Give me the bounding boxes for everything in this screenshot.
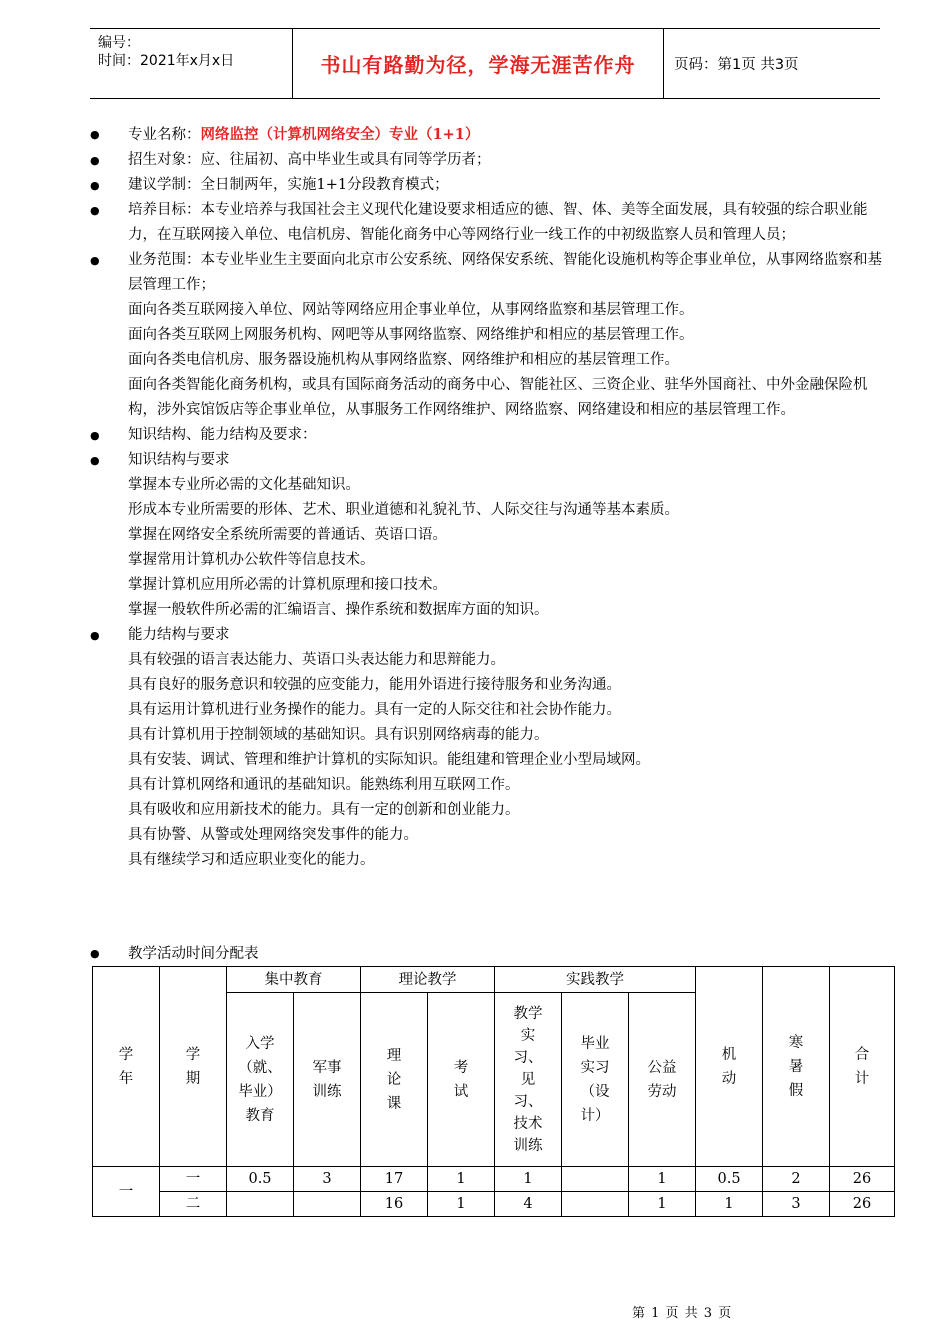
col-year-header: 学年: [93, 967, 160, 1167]
cell-military: 3: [294, 1167, 361, 1192]
cell-military: [294, 1192, 361, 1217]
table-title: ● 教学活动时间分配表: [90, 942, 259, 966]
page-header: [90, 28, 880, 99]
major-name: 网络监控（计算机网络安全）专业（1+1）: [200, 126, 480, 143]
cell-exam: 1: [428, 1167, 495, 1192]
table-row: [93, 1167, 895, 1192]
cell-intern: 4: [495, 1192, 562, 1217]
scope-item: ● 业务范围：本专业毕业生主要面向北京市公安系统、网络保安系统、智能化设施机构等企事业单位，从事网络监察和基层管理工作；: [90, 248, 882, 298]
knowledge-line: 掌握常用计算机办公软件等信息技术。: [128, 552, 375, 568]
col-entry-header: 入学（就、毕业）教育: [227, 993, 294, 1167]
group-theory-header: 理论教学: [361, 967, 495, 993]
col-flex-header: 机动: [696, 967, 763, 1167]
col-internship-header: 教学实习、见习、技术训练: [495, 993, 562, 1167]
col-total-header: 合计: [830, 967, 895, 1167]
scope-line: 面向各类智能化商务机构，或具有国际商务活动的商务中心、智能社区、三资企业、驻华外国商社、中外金融保险机构，涉外宾馆饭店等企事业单位，从事服务工作网络维护、网络监察、网络建设和相应的基层管理工作。: [128, 377, 868, 418]
document-body: [90, 122, 882, 873]
ability-line: 具有良好的服务意识和较强的应变能力，能用外语进行接待服务和业务沟通。: [128, 677, 621, 693]
col-exam-header: 考试: [428, 993, 495, 1167]
col-vacation-header: 寒暑假: [763, 967, 830, 1167]
cell-entry: [227, 1192, 294, 1217]
cell-theory: 16: [361, 1192, 428, 1217]
knowledge-line: 掌握一般软件所必需的汇编语言、操作系统和数据库方面的知识。: [128, 602, 549, 618]
cell-flex: 1: [696, 1192, 763, 1217]
knowledge-line: 形成本专业所需要的形体、艺术、职业道德和礼貌礼节、人际交往与沟通等基本素质。: [128, 502, 679, 518]
col-term-header: 学期: [160, 967, 227, 1167]
knowledge-line: 掌握计算机应用所必需的计算机原理和接口技术。: [128, 577, 447, 593]
cell-total: 26: [830, 1167, 895, 1192]
cell-grad: [562, 1167, 629, 1192]
enroll-item: ● 招生对象：应、往届初、高中毕业生或具有同等学历者；: [90, 148, 882, 173]
knowledge-line: 掌握在网络安全系统所需要的普通话、英语口语。: [128, 527, 447, 543]
ability-line: 具有协警、从警或处理网络突发事件的能力。: [128, 827, 418, 843]
cell-public: 1: [629, 1167, 696, 1192]
group-practice-header: 实践教学: [495, 967, 696, 993]
cell-grad: [562, 1192, 629, 1217]
scope-line: 面向各类互联网上网服务机构、网吧等从事网络监察、网络维护和相应的基层管理工作。: [128, 327, 694, 343]
cell-total: 26: [830, 1192, 895, 1217]
cell-flex: 0.5: [696, 1167, 763, 1192]
ability-line: 具有安装、调试、管理和维护计算机的实际知识。能组建和管理企业小型局域网。: [128, 752, 650, 768]
cell-term: 二: [160, 1192, 227, 1217]
doc-number-label: 编号：: [98, 35, 140, 51]
col-military-header: 军事训练: [294, 993, 361, 1167]
page-footer: 第 1 页 共 3 页: [632, 1306, 733, 1321]
cell-exam: 1: [428, 1192, 495, 1217]
ability-line: 具有继续学习和适应职业变化的能力。: [128, 852, 375, 868]
knowledge-title: ● 知识结构与要求: [90, 448, 882, 473]
scope-line: 面向各类互联网接入单位、网站等网络应用企事业单位，从事网络监察和基层管理工作。: [128, 302, 694, 318]
ability-line: 具有计算机用于控制领域的基础知识。具有识别网络病毒的能力。: [128, 727, 549, 743]
goal-item: ● 培养目标：本专业培养与我国社会主义现代化建设要求相适应的德、智、体、美等全面发展，具有较强的综合职业能力，在互联网接入单位、电信机房、智能化商务中心等网络行业一线工作的中初级监察人员和管理人员；: [90, 198, 882, 248]
cell-year: 一: [93, 1167, 160, 1217]
major-label: 专业名称：: [128, 127, 201, 143]
ability-line: 具有较强的语言表达能力、英语口头表达能力和思辩能力。: [128, 652, 505, 668]
cell-vacation: 3: [763, 1192, 830, 1217]
cell-public: 1: [629, 1192, 696, 1217]
ability-line: 具有运用计算机进行业务操作的能力。具有一定的人际交往和社会协作能力。: [128, 702, 621, 718]
col-grad-intern-header: 毕业实习（设计）: [562, 993, 629, 1167]
ability-line: 具有计算机网络和通讯的基础知识。能熟练利用互联网工作。: [128, 777, 520, 793]
schedule-table: [92, 966, 895, 1217]
col-theory-class-header: 理论课: [361, 993, 428, 1167]
col-public-header: 公益劳动: [629, 993, 696, 1167]
group-central-header: 集中教育: [227, 967, 361, 993]
major-item: [90, 122, 882, 148]
cell-entry: 0.5: [227, 1167, 294, 1192]
ability-line: 具有吸收和应用新技术的能力。具有一定的创新和创业能力。: [128, 802, 520, 818]
cell-term: 一: [160, 1167, 227, 1192]
header-meta: [90, 29, 292, 98]
cell-theory: 17: [361, 1167, 428, 1192]
header-slogan: 书山有路勤为径，学海无涯苦作舟: [292, 29, 664, 98]
ability-title: ● 能力结构与要求: [90, 623, 882, 648]
scope-line: 面向各类电信机房、服务器设施机构从事网络监察、网络维护和相应的基层管理工作。: [128, 352, 679, 368]
cell-vacation: 2: [763, 1167, 830, 1192]
knowledge-line: 掌握本专业所必需的文化基础知识。: [128, 477, 360, 493]
cell-intern: 1: [495, 1167, 562, 1192]
doc-time-label: 时间：2021年x月x日: [98, 53, 235, 69]
header-page-label: 页码：第1页 共3页: [674, 57, 799, 73]
structure-title: ● 知识结构、能力结构及要求：: [90, 423, 882, 448]
table-row: [93, 1192, 895, 1217]
duration-item: ● 建议学制：全日制两年，实施1+1分段教育模式；: [90, 173, 882, 198]
